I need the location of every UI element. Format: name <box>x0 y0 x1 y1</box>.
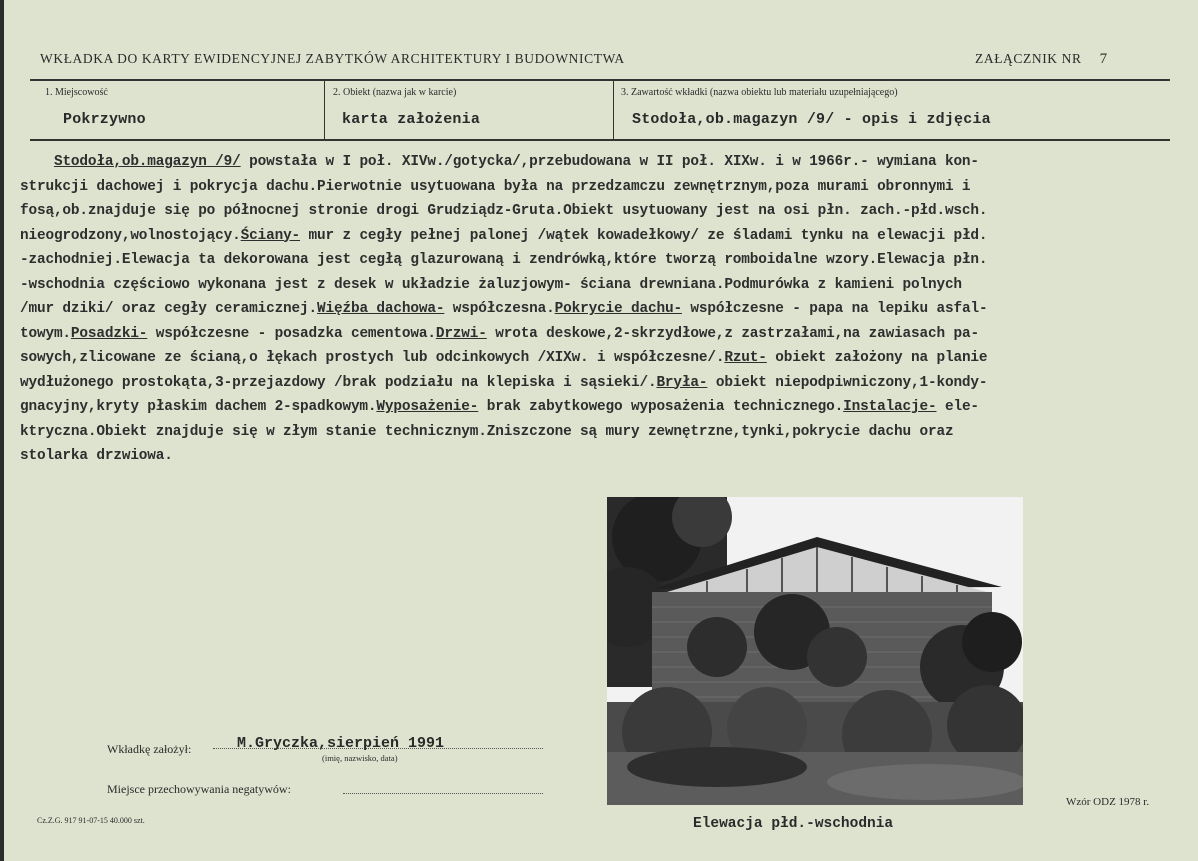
description-text <box>20 150 1192 469</box>
annex-label-text: ZAŁĄCZNIK NR <box>975 51 1082 66</box>
description-segment: towym. <box>20 325 71 342</box>
description-segment: gnacyjny,kryty płaskim dachem 2-spadkowym. <box>20 399 377 415</box>
field-divider-1 <box>324 81 325 139</box>
section-heading: Ściany- <box>240 227 301 244</box>
field-content-value: Stodoła,ob.magazyn /9/ - opis i zdjęcia <box>632 111 991 128</box>
description-line <box>20 420 1192 445</box>
description-segment: /mur dziki/ oraz cegły ceramicznej. <box>20 301 318 317</box>
barn-photo <box>607 497 1023 805</box>
description-segment: stolarka drzwiowa. <box>20 448 173 464</box>
description-segment: mur z cegły pełnej palonej /wątek kowadełkowy/ ze śladami tynku na elewacji płd. <box>300 227 988 244</box>
description-segment: współczesna. <box>444 301 555 317</box>
section-heading: Drzwi- <box>435 325 487 342</box>
description-segment: współczesne - papa na lepiku asfal- <box>681 301 988 317</box>
field-content-label: 3. Zawartość wkładki (nazwa obiektu lub materiału uzupełniającego) <box>621 87 898 98</box>
printer-note: Cz.Z.G. 917 91-07-15 40.000 szt. <box>37 816 145 825</box>
negatives-dotted-line <box>343 793 543 794</box>
section-heading: Instalacje- <box>843 399 937 415</box>
signature-value: M.Gryczka,sierpień 1991 <box>237 735 445 752</box>
description-segment: fosą,ob.znajduje się po północnej stronie drogi Grudziądz-Gruta.Obiekt usytuowany jest na osi płn. zach.-płd.wsch. <box>20 203 988 219</box>
section-heading: Posadzki- <box>70 325 148 342</box>
header-rule <box>30 79 1170 81</box>
negatives-label: Miejsce przechowywania negatywów: <box>107 782 291 796</box>
field-divider-2 <box>613 81 614 139</box>
fields-rule <box>30 139 1170 141</box>
description-segment: nieogrodzony,wolnostojący. <box>20 227 241 244</box>
annex-number: 7 <box>1099 51 1108 67</box>
description-line <box>20 150 1192 175</box>
description-segment <box>20 154 54 170</box>
signature-label: Wkładkę założył: <box>107 742 192 756</box>
signature-hint: (imię, nazwisko, data) <box>322 753 398 763</box>
description-segment: sowych,zlicowane ze ścianą,o łękach prostych lub odcinkowych /XIXw. i współczesne/. <box>20 350 725 366</box>
section-heading: Bryła- <box>656 374 708 391</box>
description-segment: -zachodniej.Elewacja ta dekorowana jest cegłą glazurowaną i zendrówką,które tworzą romboidalne wzory.Elewacja płn. <box>20 252 988 268</box>
description-segment: -wschodnia częściowo wykonana jest z desek w układzie żaluzjowym- ściana drewniana.Podmurówka z kamieni polnych <box>20 276 962 293</box>
form-title: WKŁADKA DO KARTY EWIDENCYJNEJ ZABYTKÓW ARCHITEKTURY I BUDOWNICTWA <box>40 51 625 66</box>
description-segment: współczesne - posadzka cementowa. <box>147 325 436 342</box>
description-line <box>20 371 1192 396</box>
field-object-value: karta założenia <box>342 111 481 128</box>
description-segment: ktryczna.Obiekt znajduje się w złym stanie technicznym.Zniszczone są mury zewnętrzne,tynki,pokrycie dachu oraz <box>20 423 954 440</box>
form-code: Wzór ODZ 1978 r. <box>1066 796 1150 808</box>
section-heading: Pokrycie dachu- <box>554 301 682 317</box>
annex-label <box>975 51 1108 68</box>
description-line <box>20 175 1192 200</box>
description-line <box>20 199 1192 224</box>
description-segment: wydłużonego prostokąta,3-przejazdowy /brak podziału na klepiska i sąsieki/. <box>20 374 657 391</box>
scan-edge <box>0 0 4 861</box>
description-segment: powstała w I poł. XIVw./gotycka/,przebudowana w II poł. XIXw. i w 1966r.- wymiana kon- <box>240 154 979 170</box>
description-line <box>20 322 1192 347</box>
section-heading: Wyposażenie- <box>376 399 479 415</box>
description-line <box>20 273 1192 298</box>
description-segment: obiekt niepodpiwniczony,1-kondy- <box>707 374 988 391</box>
field-object-label: 2. Obiekt (nazwa jak w karcie) <box>333 87 457 98</box>
section-heading: Więźba dachowa- <box>317 301 445 317</box>
description-line <box>20 395 1192 420</box>
description-segment: brak zabytkowego wyposażenia technicznego. <box>478 399 844 415</box>
description-line <box>20 224 1192 249</box>
description-segment: ele- <box>936 399 979 415</box>
section-heading: Stodoła,ob.magazyn /9/ <box>53 154 241 170</box>
photo-caption: Elewacja płd.-wschodnia <box>693 816 894 832</box>
field-locality-value: Pokrzywno <box>63 111 146 128</box>
description-line <box>20 248 1192 273</box>
description-segment: wrota deskowe,2-skrzydłowe,z zastrzałami,na zawiasach pa- <box>486 325 979 342</box>
section-heading: Rzut- <box>724 350 767 366</box>
description-segment: obiekt założony na planie <box>766 350 988 366</box>
description-line <box>20 297 1192 322</box>
description-line <box>20 346 1192 371</box>
description-line <box>20 444 1192 469</box>
field-locality-label: 1. Miejscowość <box>45 87 108 98</box>
description-segment: strukcji dachowej i pokrycja dachu.Pierwotnie usytuowana była na przedzamczu zewnętrznym,poza murami obronnymi i <box>20 178 971 195</box>
